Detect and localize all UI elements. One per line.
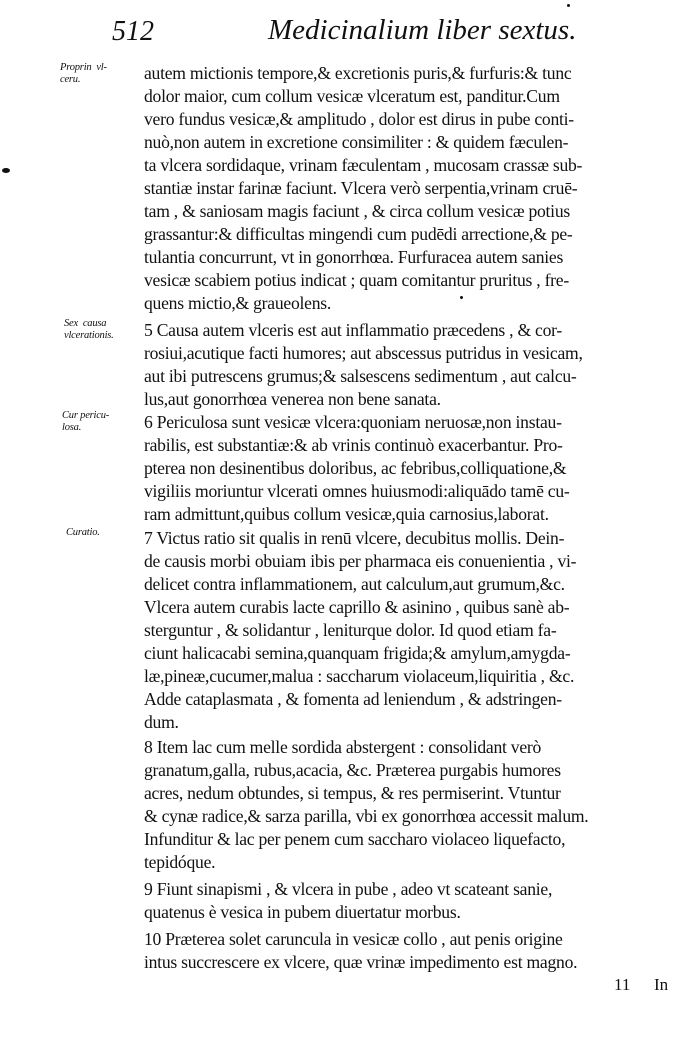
- catchword: In: [654, 975, 669, 994]
- text-line: quens mictio,& graueolens.: [144, 293, 331, 313]
- text-line: grassantur:& difficultas mingendi cum pudēdi arrectione,& pe-: [144, 224, 573, 244]
- ink-spot: [2, 168, 10, 173]
- text-line: intus succrescere ex vlcere, quæ vrinæ impedimento est magno.: [144, 952, 578, 972]
- text-line: delicet contra inflammationem, aut calculum,aut grumum,&c.: [144, 574, 565, 594]
- text-line: de causis morbi obuiam ibis per pharmaca eis conuenientia , vi-: [144, 551, 577, 571]
- text-line: ram admittunt,quibus collum vesicæ,quia carnosius,laborat.: [144, 504, 549, 524]
- text-line: pterea non desinentibus doloribus, ac febribus,colliquatione,&: [144, 458, 567, 478]
- margin-note: Curatio.: [66, 527, 100, 538]
- catchword-number: 11: [614, 975, 631, 994]
- text-line: tepidóque.: [144, 852, 216, 872]
- text-line: Adde cataplasmata , & fomenta ad leniendum , & adstringen-: [144, 689, 562, 709]
- text-line: acres, nedum obtundes, si tempus, & res permiserint. Vtuntur: [144, 783, 561, 803]
- text-line: tam , & saniosam magis faciunt , & circa collum vesicæ potius: [144, 201, 570, 221]
- text-line: vero fundus vesicæ,& amplitudo , dolor est dirus in pube conti-: [144, 109, 574, 129]
- text-line: 6 Periculosa sunt vesicæ vlcera:quoniam neruosæ,non instau-: [144, 412, 562, 432]
- margin-note: Cur pericu- losa.: [62, 410, 110, 433]
- margin-note: Proprin vl- ceru.: [60, 62, 107, 85]
- text-line: rosiui,acutique facti humores; aut abscessus putridus in vesicam,: [144, 343, 583, 363]
- text-line: 9 Fiunt sinapismi , & vlcera in pube , adeo vt scateant sanie,: [144, 879, 553, 899]
- text-line: dum.: [144, 712, 179, 732]
- text-line: sterguntur , & solidantur , leniturque dolor. Id quod etiam fa-: [144, 620, 557, 640]
- text-line: granatum,galla, rubus,acacia, &c. Præterea purgabis humores: [144, 760, 561, 780]
- text-line: lus,aut gonorrhœa venerea non bene sanata.: [144, 389, 441, 409]
- page-number: 512: [112, 16, 154, 47]
- text-line: stantiæ instar farinæ faciunt. Vlcera verò serpentia,vrinam cruē-: [144, 178, 578, 198]
- text-line: tulantia concurrunt, vt in gonorrhœa. Furfuracea autem sanies: [144, 247, 564, 267]
- text-line: & cynæ radice,& sarza parilla, vbi ex gonorrhœa accessit malum.: [144, 806, 589, 826]
- text-line: 7 Victus ratio sit qualis in renū vlcere, decubitus mollis. Dein-: [144, 528, 565, 548]
- text-line: dolor maior, cum collum vesicæ vlceratum est, panditur.Cum: [144, 86, 560, 106]
- text-line: læ,pineæ,cucumer,malua : saccharum violaceum,liquiritia , &c.: [144, 666, 575, 686]
- text-line: 10 Præterea solet caruncula in vesicæ collo , aut penis origine: [144, 929, 563, 949]
- ink-spot: [567, 4, 570, 7]
- text-line: aut ibi putrescens grumus;& salsescens sedimentum , aut calcu-: [144, 366, 577, 386]
- text-line: autem mictionis tempore,& excretionis puris,& furfuris:& tunc: [144, 63, 572, 83]
- text-line: vesicæ scabiem potius indicat ; quam comitantur pruritus , fre-: [144, 270, 569, 290]
- text-line: quatenus è vesica in pubem diuertatur morbus.: [144, 902, 461, 922]
- text-line: ciunt halicacabi semina,quanquam frigida;& amylum,amygda-: [144, 643, 571, 663]
- text-line: rabilis, est substantiæ:& ab vrinis continuò exacerbantur. Pro-: [144, 435, 563, 455]
- margin-note: Sex causa vlcerationis.: [64, 318, 114, 341]
- text-line: nuò,non autem in excretione consimiliter : & quidem fæculen-: [144, 132, 569, 152]
- running-head: Medicinalium liber sextus.: [268, 14, 577, 46]
- text-line: Vlcera autem curabis lacte caprillo & asinino , quibus sanè ab-: [144, 597, 570, 617]
- text-line: 8 Item lac cum melle sordida abstergent : consolidant verò: [144, 737, 542, 757]
- text-line: 5 Causa autem vlceris est aut inflammatio præcedens , & cor-: [144, 320, 563, 340]
- text-line: Infunditur & lac per penem cum saccharo violaceo liquefacto,: [144, 829, 566, 849]
- text-line: ta vlcera sordidaque, vrinam fæculentam , mucosam crassæ sub-: [144, 155, 583, 175]
- ink-spot: [460, 296, 463, 299]
- text-line: vigiliis moriuntur vlcerati omnes huiusmodi:aliquādo tamē cu-: [144, 481, 570, 501]
